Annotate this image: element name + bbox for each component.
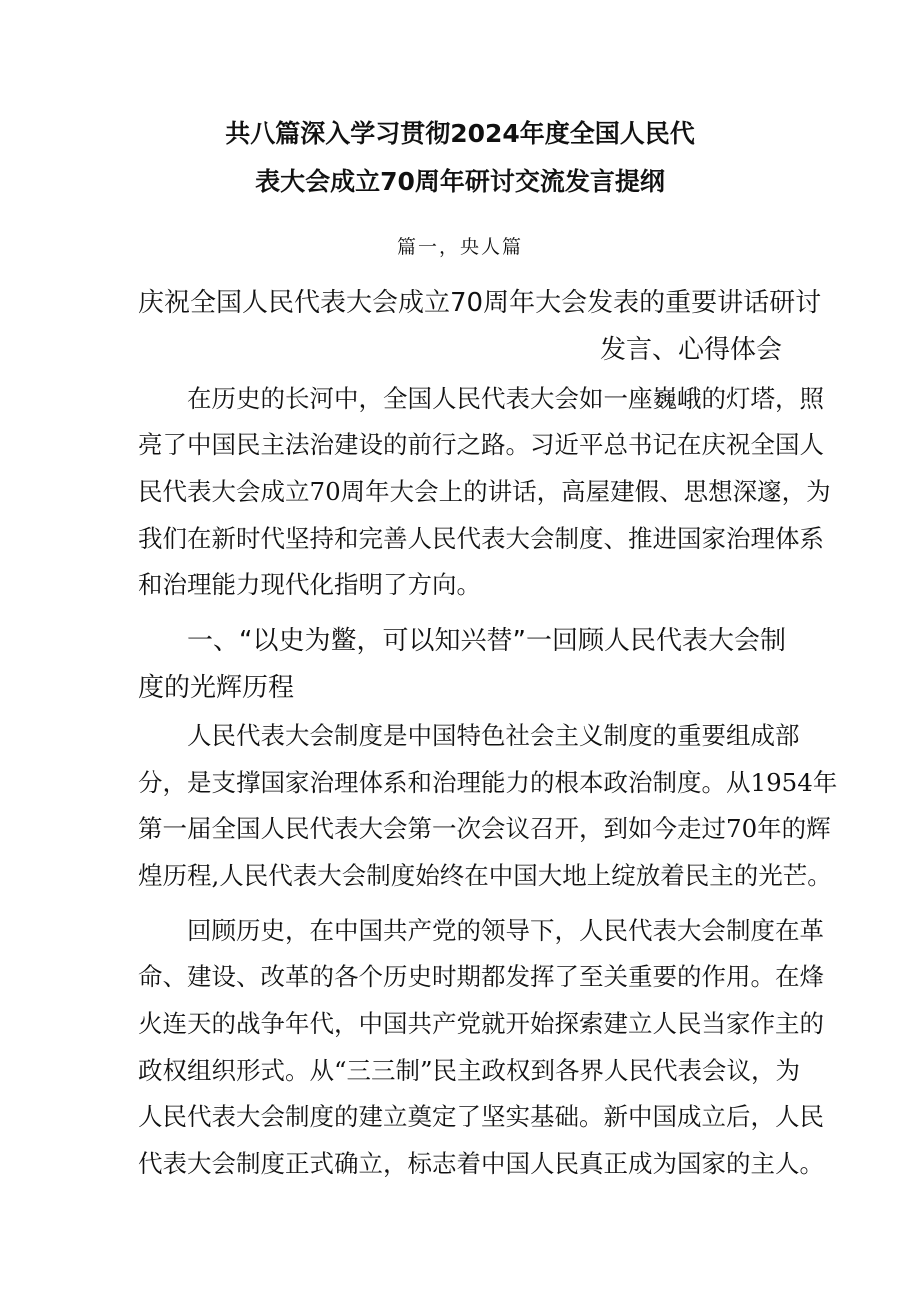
section-label: 篇一，央人篇: [396, 236, 523, 258]
paragraph-1-line-3: 民代表大会成立70周年大会上的讲话，高屋建假、思想深邃，为: [138, 477, 831, 506]
paragraph-3-line-1: 回顾历史，在中国共产党的领导下，人民代表大会制度在革: [187, 916, 824, 945]
document-title-line-2: 表大会成立70周年研讨交流发言提纲: [255, 167, 665, 196]
paragraph-1-line-1: 在历史的长河中，全国人民代表大会如一座巍峨的灯塔，照: [187, 384, 824, 413]
heading-1-line-1: 一、“以史为鳖，可以知兴替”一回顾人民代表大会制: [187, 626, 786, 656]
document-title-line-1: 共八篇深入学习贯彻2024年度全国人民代: [225, 119, 695, 148]
paragraph-2-line-2: 分，是支撑国家治理体系和治理能力的根本政治制度。从1954年: [138, 768, 838, 797]
heading-1-line-2: 度的光辉历程: [138, 673, 295, 703]
paragraph-3-line-4: 政权组织形式。从“三三制”民主政权到各界人民代表会议，为: [138, 1056, 801, 1085]
paragraph-1-line-5: 和治理能力现代化指明了方向。: [138, 570, 481, 599]
paragraph-2-line-1: 人民代表大会制度是中国特色社会主义制度的重要组成部: [187, 721, 800, 750]
paragraph-1-line-4: 我们在新时代坚持和完善人民代表大会制度、推进国家治理体系: [138, 524, 824, 553]
paragraph-1-line-2: 亮了中国民主法治建设的前行之路。习近平总书记在庆祝全国人: [138, 430, 824, 459]
article-title-line-2: 发言、心得体会: [599, 335, 782, 365]
article-title-line-1: 庆祝全国人民代表大会成立70周年大会发表的重要讲话研讨: [138, 288, 822, 318]
paragraph-3-line-3: 火连天的战争年代，中国共产党就开始探索建立人民当家作主的: [138, 1009, 824, 1038]
paragraph-3-line-5: 人民代表大会制度的建立奠定了坚实基础。新中国成立后，人民: [138, 1102, 824, 1131]
paragraph-3-line-6: 代表大会制度正式确立，标志着中国人民真正成为国家的主人。: [138, 1149, 824, 1178]
paragraph-2-line-4: 煌历程,人民代表大会制度始终在中国大地上绽放着民主的光芒。: [138, 861, 832, 890]
paragraph-2-line-3: 第一届全国人民代表大会第一次会议召开，到如今走过70年的辉: [138, 814, 831, 843]
paragraph-3-line-2: 命、建设、改革的各个历史时期都发挥了至关重要的作用。在烽: [138, 962, 824, 991]
